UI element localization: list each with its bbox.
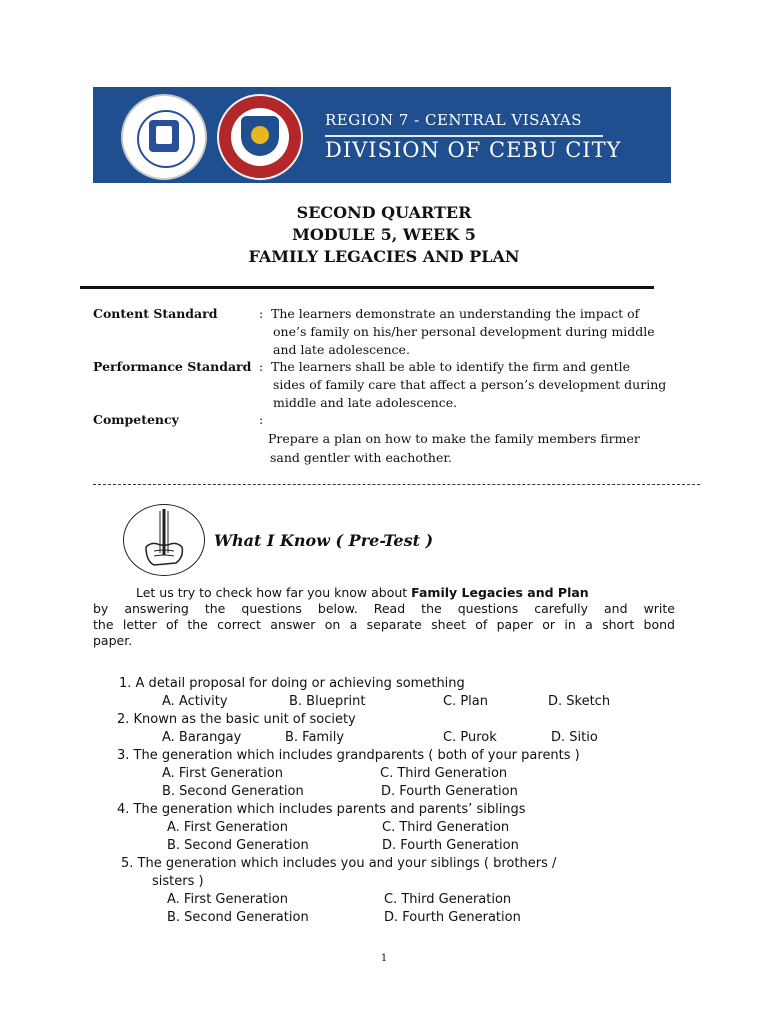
intro-line: the letter of the correct answer on a separate sheet of paper or in a short bond: [93, 617, 675, 632]
banner-division-text: DIVISION OF CEBU CITY: [325, 138, 622, 162]
intro-topic-bold: Family Legacies and Plan: [411, 585, 589, 600]
answer-choice: A. Barangay: [162, 730, 242, 745]
content-standard-text: one’s family on his/her personal development during middle: [273, 324, 655, 339]
intro-line: by answering the questions below. Read the questions carefully and write: [93, 601, 675, 616]
competency-colon: :: [259, 412, 264, 427]
performance-standard-text: sides of family care that affect a person’s development during: [273, 377, 667, 392]
answer-choice: A. First Generation: [167, 820, 288, 835]
performance-standard-text: middle and late adolescence.: [273, 395, 458, 410]
answer-choice: D. Fourth Generation: [384, 910, 521, 925]
content-standard-label: Content Standard: [93, 306, 218, 321]
question-stem: 5. The generation which includes you and your siblings ( brothers /: [121, 856, 557, 871]
answer-choice: A. Activity: [162, 694, 228, 709]
content-standard-text: The learners demonstrate an understanding the impact of: [271, 306, 640, 321]
banner-divider: [325, 135, 603, 137]
question-stem-continued: sisters ): [152, 874, 204, 889]
performance-standard-text: The learners shall be able to identify the firm and gentle: [271, 359, 631, 374]
header-banner: [93, 87, 671, 183]
deped-seal-logo: [121, 94, 207, 180]
question-stem: 1. A detail proposal for doing or achieving something: [119, 676, 465, 691]
answer-choice: C. Purok: [443, 730, 497, 745]
answer-choice: B. Family: [285, 730, 345, 745]
performance-standard-colon: :: [259, 359, 264, 374]
answer-choice: C. Third Generation: [380, 766, 508, 781]
competency-text: sand gentler with eachother.: [270, 450, 452, 465]
banner-region-text: REGION 7 - CENTRAL VISAYAS: [325, 111, 583, 129]
answer-choice: B. Blueprint: [289, 694, 366, 709]
title-topic: FAMILY LEGACIES AND PLAN: [248, 247, 520, 266]
cebu-division-seal-logo: [217, 94, 303, 180]
question-stem: 3. The generation which includes grandparents ( both of your parents ): [117, 748, 580, 763]
intro-text: Let us try to check how far you know about: [136, 585, 408, 600]
title-module: MODULE 5, WEEK 5: [292, 225, 476, 244]
title-quarter: SECOND QUARTER: [296, 203, 472, 222]
answer-choice: C. Third Generation: [384, 892, 512, 907]
hand-holding-pencil-icon: [123, 504, 205, 576]
question-stem: 4. The generation which includes parents and parents’ siblings: [117, 802, 526, 817]
section-divider: [93, 484, 700, 485]
answer-choice: A. First Generation: [162, 766, 283, 781]
answer-choice: D. Fourth Generation: [381, 784, 518, 799]
answer-choice: A. First Generation: [167, 892, 288, 907]
page-number: 1: [380, 953, 388, 964]
answer-choice: C. Third Generation: [382, 820, 510, 835]
content-standard-text: and late adolescence.: [273, 342, 410, 357]
question-stem: 2. Known as the basic unit of society: [117, 712, 356, 727]
content-standard-colon: :: [259, 306, 264, 321]
answer-choice: B. Second Generation: [167, 910, 309, 925]
performance-standard-label: Performance Standard: [93, 359, 252, 374]
answer-choice: D. Fourth Generation: [382, 838, 519, 853]
answer-choice: C. Plan: [443, 694, 488, 709]
answer-choice: D. Sketch: [548, 694, 611, 709]
answer-choice: D. Sitio: [551, 730, 598, 745]
answer-choice: B. Second Generation: [162, 784, 304, 799]
intro-line: paper.: [93, 633, 133, 648]
title-divider: [80, 286, 654, 289]
answer-choice: B. Second Generation: [167, 838, 309, 853]
intro-line: [136, 585, 589, 600]
pre-test-heading: What I Know ( Pre-Test ): [214, 531, 434, 550]
competency-text: Prepare a plan on how to make the family members firmer: [268, 431, 640, 446]
competency-label: Competency: [93, 412, 179, 427]
